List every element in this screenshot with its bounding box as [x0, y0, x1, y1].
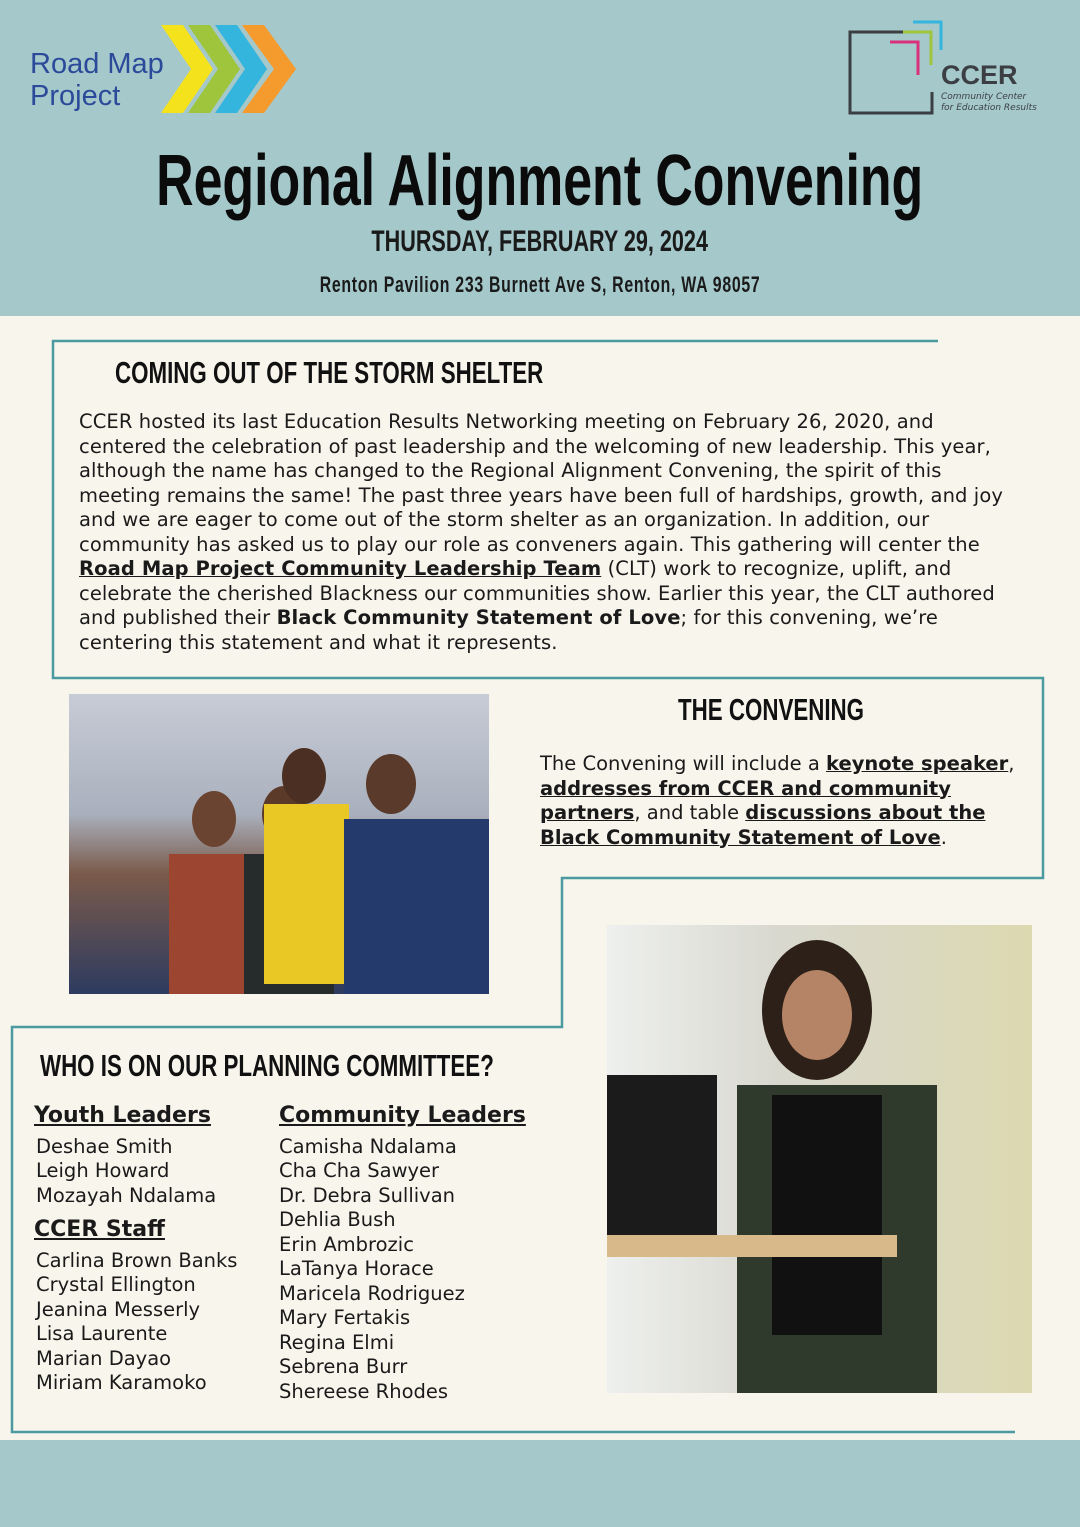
list-item: Leigh Howard: [36, 1159, 170, 1182]
youth-leaders-list: [34, 1104, 237, 1396]
convening-heading: THE CONVENING: [678, 692, 865, 727]
storm-heading: COMING OUT OF THE STORM SHELTER: [115, 355, 544, 390]
list-item: Dehlia Bush: [279, 1208, 396, 1231]
convening-paragraph: The Convening will include a keynote speaker, addresses from CCER and community partners, and table discussions about the Black Community Statement of Love.: [540, 752, 1015, 849]
list-item: Miriam Karamoko: [36, 1371, 207, 1394]
roadmap-logo-text: Road Map Project: [30, 48, 164, 112]
speaker-photo: [607, 925, 1032, 1393]
group-photo: [69, 694, 489, 994]
community-leaders: [279, 1135, 526, 1405]
event-date: THURSDAY, FEBRUARY 29, 2024: [371, 225, 709, 258]
list-item: Crystal Ellington: [36, 1273, 196, 1296]
list-item: Regina Elmi: [279, 1330, 395, 1354]
list-item: Erin Ambrozic: [279, 1232, 414, 1256]
people-photo-placeholder: [69, 694, 489, 994]
list-item: Maricela Rodriguez: [279, 1281, 465, 1305]
youth-leaders: [34, 1135, 237, 1209]
list-item: Dr. Debra Sullivan: [279, 1183, 456, 1207]
ccer-name: CCER: [941, 60, 1018, 90]
keynote-link[interactable]: keynote speaker: [826, 752, 1009, 775]
list-item: Marian Dayao: [36, 1346, 172, 1370]
list-item: Mozayah Ndalama: [36, 1183, 217, 1207]
list-item: Shereese Rhodes: [279, 1379, 449, 1403]
clt-link[interactable]: Road Map Project Community Leadership Team: [79, 557, 602, 580]
committee-heading: WHO IS ON OUR PLANNING COMMITTEE?: [40, 1048, 494, 1083]
list-item: Camisha Ndalama: [279, 1134, 457, 1158]
storm-paragraph: CCER hosted its last Education Results Networking meeting on February 26, 2020, and centered the celebration of past leadership and the welcoming of new leadership. This year, although the name has changed to the Regional Alignment Convening, the spirit of this meeting remains the same! The past three years have been full of hardships, growth, and joy and we are eager to come out of the storm shelter as an organization. In addition, our community has asked us to play our role as conveners again. This gathering will center the Road Map Project Community Leadership Team (CLT) work to recognize, uplift, and celebrate the cherished Blackness our communities show. Earlier this year, the CLT authored and published their Black Community Statement of Love; for this convening, we’re centering this statement and what it represents.: [79, 410, 1003, 654]
list-item: Deshae Smith: [36, 1134, 173, 1158]
list-item: Carlina Brown Banks: [36, 1248, 238, 1272]
ccer-staff-heading: CCER Staff: [34, 1217, 165, 1242]
ccer-subtitle: Community Center for Education Results: [941, 92, 1037, 113]
addresses-link[interactable]: addresses from CCER and community partners: [540, 776, 951, 824]
list-item: Mary Fertakis: [279, 1306, 411, 1329]
list-item: Jeanina Messerly: [36, 1297, 201, 1321]
community-leaders-heading: Community Leaders: [279, 1103, 526, 1128]
list-item: LaTanya Horace: [279, 1257, 434, 1280]
ccer-staff: [34, 1249, 237, 1396]
list-item: Sebrena Burr: [279, 1355, 408, 1378]
list-item: Lisa Laurente: [36, 1322, 168, 1345]
event-address: Renton Pavilion 233 Burnett Ave S, Renton, WA 98057: [319, 272, 761, 297]
youth-leaders-heading: Youth Leaders: [34, 1103, 211, 1128]
speaker-photo-placeholder: [607, 925, 1032, 1393]
list-item: Cha Cha Sawyer: [279, 1159, 440, 1182]
event-title: Regional Alignment Convening: [156, 141, 924, 221]
community-leaders-list: [279, 1104, 526, 1404]
discussions-link[interactable]: discussions about the Black Community Statement of Love: [540, 801, 986, 849]
